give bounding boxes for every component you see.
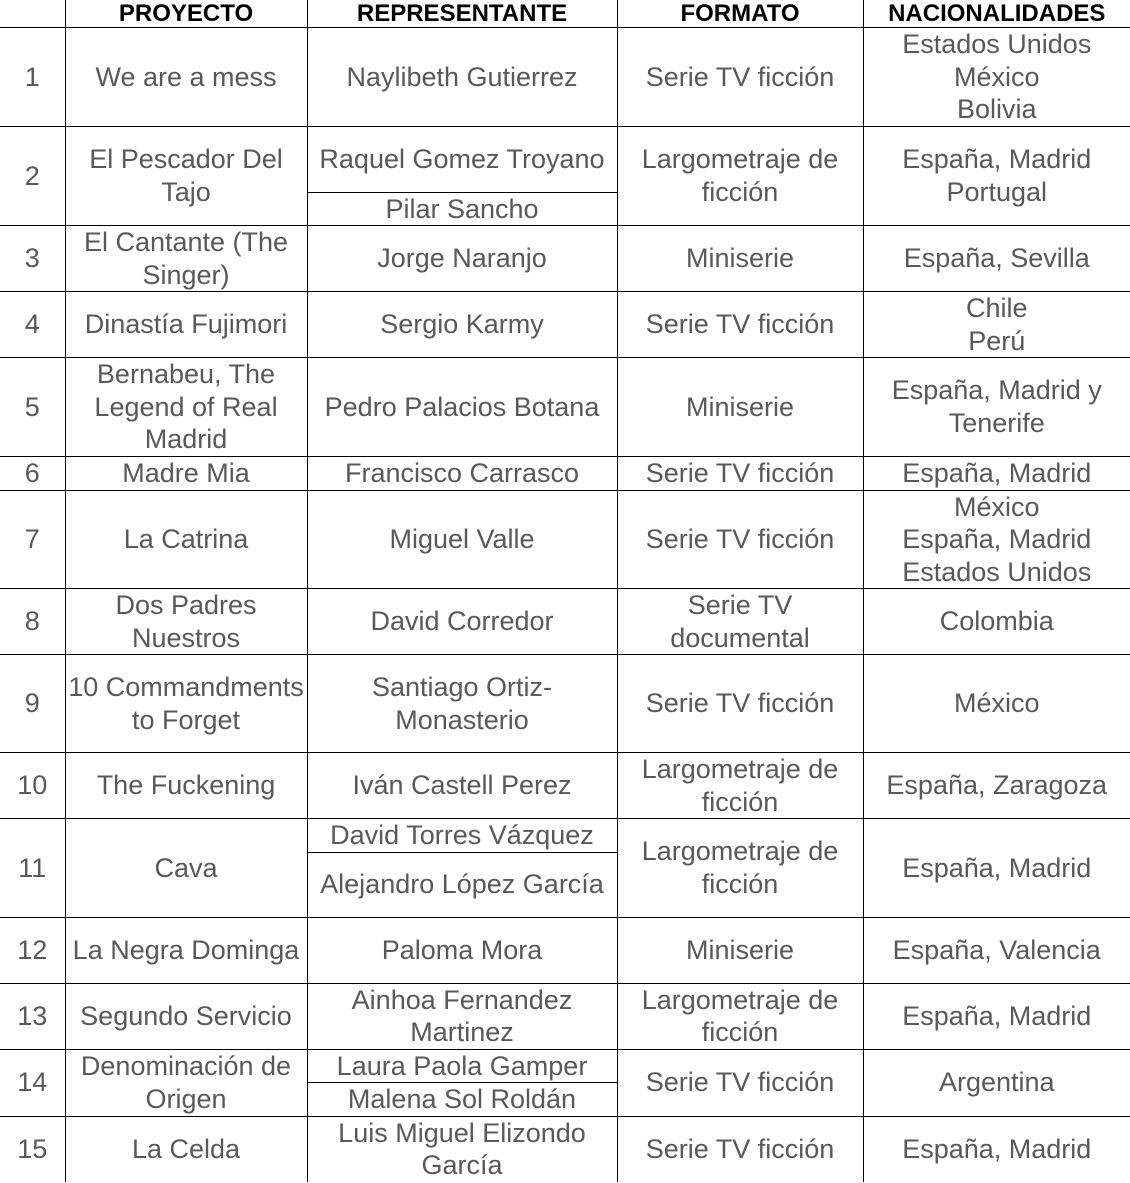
table-row bbox=[0, 589, 1130, 655]
table-row bbox=[0, 983, 1130, 1049]
header-row bbox=[0, 0, 1130, 28]
representante-cell: David Torres Vázquez bbox=[307, 819, 617, 853]
table-row bbox=[0, 753, 1130, 819]
nacionalidades-cell bbox=[863, 28, 1130, 127]
representante-cell: Jorge Naranjo bbox=[307, 226, 617, 292]
representante-cell: Sergio Karmy bbox=[307, 292, 617, 358]
nacionalidad-line: Bolivia bbox=[956, 94, 1037, 124]
proyecto-cell: El Cantante (The Singer) bbox=[65, 226, 307, 292]
representante-cell: David Corredor bbox=[307, 589, 617, 655]
nacionalidad-line: España, Zaragoza bbox=[886, 770, 1108, 801]
nacionalidad-line: México bbox=[953, 61, 1040, 92]
nacionalidad-line: España, Sevilla bbox=[903, 243, 1090, 274]
row-number: 3 bbox=[0, 226, 65, 292]
representante-cell: Laura Paola Gamper bbox=[307, 1049, 617, 1083]
proyecto-cell: Bernabeu, The Legend of Real Madrid bbox=[65, 358, 307, 457]
proyecto-cell: Cava bbox=[65, 819, 307, 918]
nacionalidades-cell bbox=[863, 589, 1130, 655]
representante-cell: Malena Sol Roldán bbox=[307, 1083, 617, 1117]
nacionalidades-cell bbox=[863, 456, 1130, 490]
header-proyecto: PROYECTO bbox=[65, 0, 307, 28]
nacionalidades-cell bbox=[863, 226, 1130, 292]
nacionalidad-line: España, Madrid bbox=[902, 144, 1092, 175]
representante-cell: Raquel Gomez Troyano bbox=[307, 126, 617, 192]
representante-cell: Luis Miguel Elizondo García bbox=[307, 1116, 617, 1182]
nacionalidades-cell bbox=[863, 358, 1130, 457]
representante-cell: Iván Castell Perez bbox=[307, 753, 617, 819]
proyecto-cell: We are a mess bbox=[65, 28, 307, 127]
row-number: 10 bbox=[0, 753, 65, 819]
nacionalidades-cell bbox=[863, 1116, 1130, 1182]
formato-cell: Serie TV ficción bbox=[617, 456, 863, 490]
row-number: 7 bbox=[0, 490, 65, 589]
proyecto-cell: La Celda bbox=[65, 1116, 307, 1182]
formato-cell: Largometraje de ficción bbox=[617, 126, 863, 226]
proyecto-cell: El Pescador Del Tajo bbox=[65, 126, 307, 226]
proyecto-cell: Dinastía Fujimori bbox=[65, 292, 307, 358]
table-row bbox=[0, 655, 1130, 753]
header-nacionalidades: NACIONALIDADES bbox=[863, 0, 1130, 28]
nacionalidades-cell bbox=[863, 126, 1130, 226]
nacionalidad-line: Portugal bbox=[946, 176, 1048, 207]
nacionalidades-cell bbox=[863, 292, 1130, 358]
nacionalidades-cell bbox=[863, 655, 1130, 753]
table-row bbox=[0, 358, 1130, 457]
table-row bbox=[0, 226, 1130, 292]
formato-cell: Serie TV ficción bbox=[617, 292, 863, 358]
table-row bbox=[0, 819, 1130, 853]
table-body bbox=[0, 28, 1130, 1183]
formato-cell: Serie TV ficción bbox=[617, 1049, 863, 1116]
formato-cell: Serie TV ficción bbox=[617, 490, 863, 589]
nacionalidad-line: España, Madrid bbox=[902, 457, 1092, 488]
nacionalidades-cell bbox=[863, 819, 1130, 918]
nacionalidad-line: Estados Unidos bbox=[902, 29, 1092, 59]
nacionalidad-line: Argentina bbox=[938, 1067, 1055, 1098]
formato-cell: Miniserie bbox=[617, 358, 863, 457]
formato-cell: Serie TV ficción bbox=[617, 28, 863, 127]
nacionalidades-cell bbox=[863, 917, 1130, 983]
representante-cell: Francisco Carrasco bbox=[307, 456, 617, 490]
nacionalidades-cell bbox=[863, 1049, 1130, 1116]
nacionalidad-line: México bbox=[953, 688, 1040, 719]
table-row bbox=[0, 456, 1130, 490]
header-num bbox=[0, 0, 65, 28]
row-number: 4 bbox=[0, 292, 65, 358]
representante-cell: Miguel Valle bbox=[307, 490, 617, 589]
row-number: 6 bbox=[0, 456, 65, 490]
row-number: 11 bbox=[0, 819, 65, 918]
proyecto-cell: La Negra Dominga bbox=[65, 917, 307, 983]
formato-cell: Largometraje de ficción bbox=[617, 983, 863, 1049]
table-row bbox=[0, 126, 1130, 192]
nacionalidad-line: España, Madrid y Tenerife bbox=[891, 375, 1102, 438]
header-formato: FORMATO bbox=[617, 0, 863, 28]
table-row bbox=[0, 917, 1130, 983]
proyecto-cell: Denominación de Origen bbox=[65, 1049, 307, 1116]
nacionalidades-cell bbox=[863, 983, 1130, 1049]
row-number: 14 bbox=[0, 1049, 65, 1116]
formato-cell: Serie TV ficción bbox=[617, 1116, 863, 1182]
nacionalidades-cell bbox=[863, 490, 1130, 589]
header-representante: REPRESENTANTE bbox=[307, 0, 617, 28]
formato-cell: Serie TV ficción bbox=[617, 655, 863, 753]
row-number: 2 bbox=[0, 126, 65, 226]
row-number: 13 bbox=[0, 983, 65, 1049]
nacionalidades-cell bbox=[863, 753, 1130, 819]
nacionalidad-line: España, Madrid bbox=[902, 852, 1092, 883]
formato-cell: Miniserie bbox=[617, 917, 863, 983]
proyecto-cell: La Catrina bbox=[65, 490, 307, 589]
table-row bbox=[0, 490, 1130, 589]
proyecto-cell: 10 Commandments to Forget bbox=[65, 655, 307, 753]
nacionalidad-line: Chile bbox=[965, 293, 1028, 323]
formato-cell: Miniserie bbox=[617, 226, 863, 292]
row-number: 15 bbox=[0, 1116, 65, 1182]
table-row bbox=[0, 1116, 1130, 1182]
representante-cell: Pedro Palacios Botana bbox=[307, 358, 617, 457]
nacionalidad-line: España, Madrid bbox=[902, 1134, 1092, 1164]
proyecto-cell: The Fuckening bbox=[65, 753, 307, 819]
table-row bbox=[0, 1049, 1130, 1083]
row-number: 1 bbox=[0, 28, 65, 127]
formato-cell: Largometraje de ficción bbox=[617, 753, 863, 819]
nacionalidad-line: Perú bbox=[968, 325, 1026, 356]
nacionalidad-line: Estados Unidos bbox=[902, 556, 1092, 587]
proyecto-cell: Segundo Servicio bbox=[65, 983, 307, 1049]
nacionalidad-line: México bbox=[953, 491, 1040, 522]
row-number: 8 bbox=[0, 589, 65, 655]
table-row bbox=[0, 28, 1130, 127]
row-number: 9 bbox=[0, 655, 65, 753]
nacionalidad-line: España, Madrid bbox=[902, 1000, 1092, 1031]
representante-cell: Ainhoa Fernandez Martinez bbox=[307, 983, 617, 1049]
representante-cell: Alejandro López García bbox=[307, 852, 617, 917]
nacionalidad-line: España, Madrid bbox=[902, 524, 1092, 554]
formato-cell: Largometraje de ficción bbox=[617, 819, 863, 918]
row-number: 12 bbox=[0, 917, 65, 983]
proyecto-cell: Madre Mia bbox=[65, 456, 307, 490]
table-row bbox=[0, 292, 1130, 358]
nacionalidad-line: España, Valencia bbox=[892, 934, 1101, 965]
proyecto-cell: Dos Padres Nuestros bbox=[65, 589, 307, 655]
representante-cell: Pilar Sancho bbox=[307, 192, 617, 226]
formato-cell: Serie TV documental bbox=[617, 589, 863, 655]
nacionalidad-line: Colombia bbox=[939, 606, 1054, 637]
representante-cell: Naylibeth Gutierrez bbox=[307, 28, 617, 127]
representante-cell: Paloma Mora bbox=[307, 917, 617, 983]
representante-cell: Santiago Ortiz-Monasterio bbox=[307, 655, 617, 753]
row-number: 5 bbox=[0, 358, 65, 457]
